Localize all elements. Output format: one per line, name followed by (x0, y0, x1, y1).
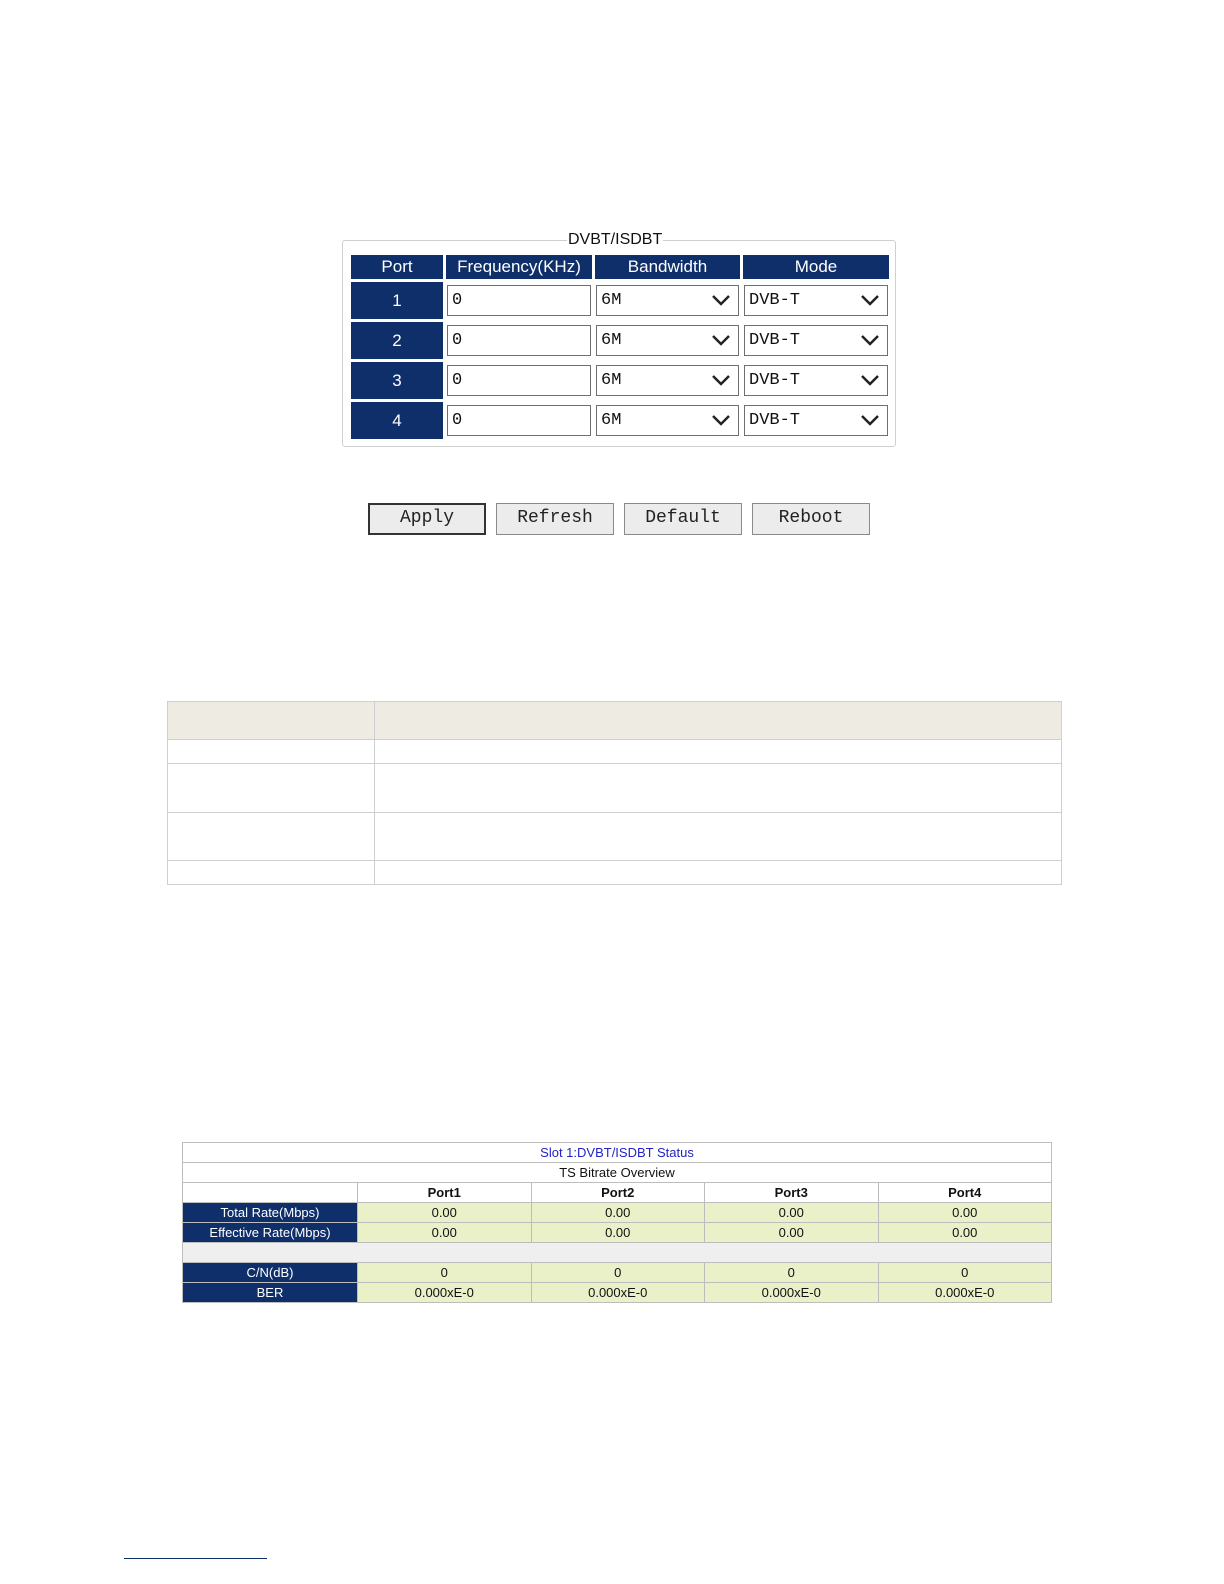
status-row-cn (183, 1263, 1052, 1283)
mode-value: DVB-T (749, 411, 801, 430)
config-row (351, 362, 889, 399)
chevron-down-icon (860, 374, 880, 386)
status-row-effective-rate (183, 1223, 1052, 1243)
value-cell: 0 (531, 1263, 705, 1283)
value-cell: 0.00 (878, 1203, 1052, 1223)
value-cell: 0.000xE-0 (358, 1283, 532, 1303)
frequency-input[interactable]: 0 (447, 405, 591, 436)
header-frequency: Frequency(KHz) (446, 255, 592, 279)
description-table (167, 701, 1062, 885)
mode-select[interactable] (744, 365, 888, 396)
mode-value: DVB-T (749, 331, 801, 350)
header-port: Port (351, 255, 443, 279)
header-mode: Mode (743, 255, 889, 279)
config-row (351, 282, 889, 319)
chevron-down-icon (711, 374, 731, 386)
chevron-down-icon (860, 334, 880, 346)
status-row-ber (183, 1283, 1052, 1303)
value-cell: 0.000xE-0 (705, 1283, 879, 1303)
chevron-down-icon (711, 294, 731, 306)
spacer-row (183, 1243, 1052, 1263)
bandwidth-select[interactable] (596, 405, 739, 436)
value-cell: 0.00 (705, 1203, 879, 1223)
mode-select[interactable] (744, 325, 888, 356)
config-row (351, 402, 889, 439)
col-port4: Port4 (878, 1183, 1052, 1203)
col-port2: Port2 (531, 1183, 705, 1203)
value-cell: 0.00 (531, 1203, 705, 1223)
bandwidth-select[interactable] (596, 285, 739, 316)
value-cell: 0.000xE-0 (878, 1283, 1052, 1303)
chevron-down-icon (860, 414, 880, 426)
footnote-divider (124, 1558, 267, 1559)
config-table (348, 252, 892, 442)
port-number: 2 (351, 322, 443, 359)
frequency-input[interactable]: 0 (447, 365, 591, 396)
status-table (182, 1142, 1052, 1303)
bandwidth-value: 6M (601, 331, 622, 350)
mode-value: DVB-T (749, 371, 801, 390)
apply-button[interactable]: Apply (368, 503, 486, 535)
value-cell: 0.00 (358, 1203, 532, 1223)
config-row (351, 322, 889, 359)
frequency-input[interactable]: 0 (447, 285, 591, 316)
status-subtitle: TS Bitrate Overview (183, 1163, 1052, 1183)
port-number: 3 (351, 362, 443, 399)
default-button[interactable]: Default (624, 503, 742, 535)
value-cell: 0.00 (358, 1223, 532, 1243)
col-port3: Port3 (705, 1183, 879, 1203)
chevron-down-icon (711, 334, 731, 346)
frequency-input[interactable]: 0 (447, 325, 591, 356)
value-cell: 0 (878, 1263, 1052, 1283)
refresh-button[interactable]: Refresh (496, 503, 614, 535)
bandwidth-value: 6M (601, 371, 622, 390)
mode-value: DVB-T (749, 291, 801, 310)
value-cell: 0.00 (705, 1223, 879, 1243)
value-cell: 0 (705, 1263, 879, 1283)
chevron-down-icon (860, 294, 880, 306)
value-cell: 0.00 (878, 1223, 1052, 1243)
bandwidth-value: 6M (601, 411, 622, 430)
bandwidth-select[interactable] (596, 365, 739, 396)
row-label: Effective Rate(Mbps) (183, 1223, 358, 1243)
mode-select[interactable] (744, 405, 888, 436)
port-number: 4 (351, 402, 443, 439)
chevron-down-icon (711, 414, 731, 426)
port-number: 1 (351, 282, 443, 319)
row-label: Total Rate(Mbps) (183, 1203, 358, 1223)
mode-select[interactable] (744, 285, 888, 316)
col-port1: Port1 (358, 1183, 532, 1203)
value-cell: 0.000xE-0 (531, 1283, 705, 1303)
status-title: Slot 1:DVBT/ISDBT Status (183, 1143, 1052, 1163)
status-row-total-rate (183, 1203, 1052, 1223)
row-label: BER (183, 1283, 358, 1303)
value-cell: 0 (358, 1263, 532, 1283)
reboot-button[interactable]: Reboot (752, 503, 870, 535)
config-legend: DVBT/ISDBT (568, 231, 663, 248)
header-bandwidth: Bandwidth (595, 255, 740, 279)
bandwidth-value: 6M (601, 291, 622, 310)
value-cell: 0.00 (531, 1223, 705, 1243)
row-label: C/N(dB) (183, 1263, 358, 1283)
bandwidth-select[interactable] (596, 325, 739, 356)
